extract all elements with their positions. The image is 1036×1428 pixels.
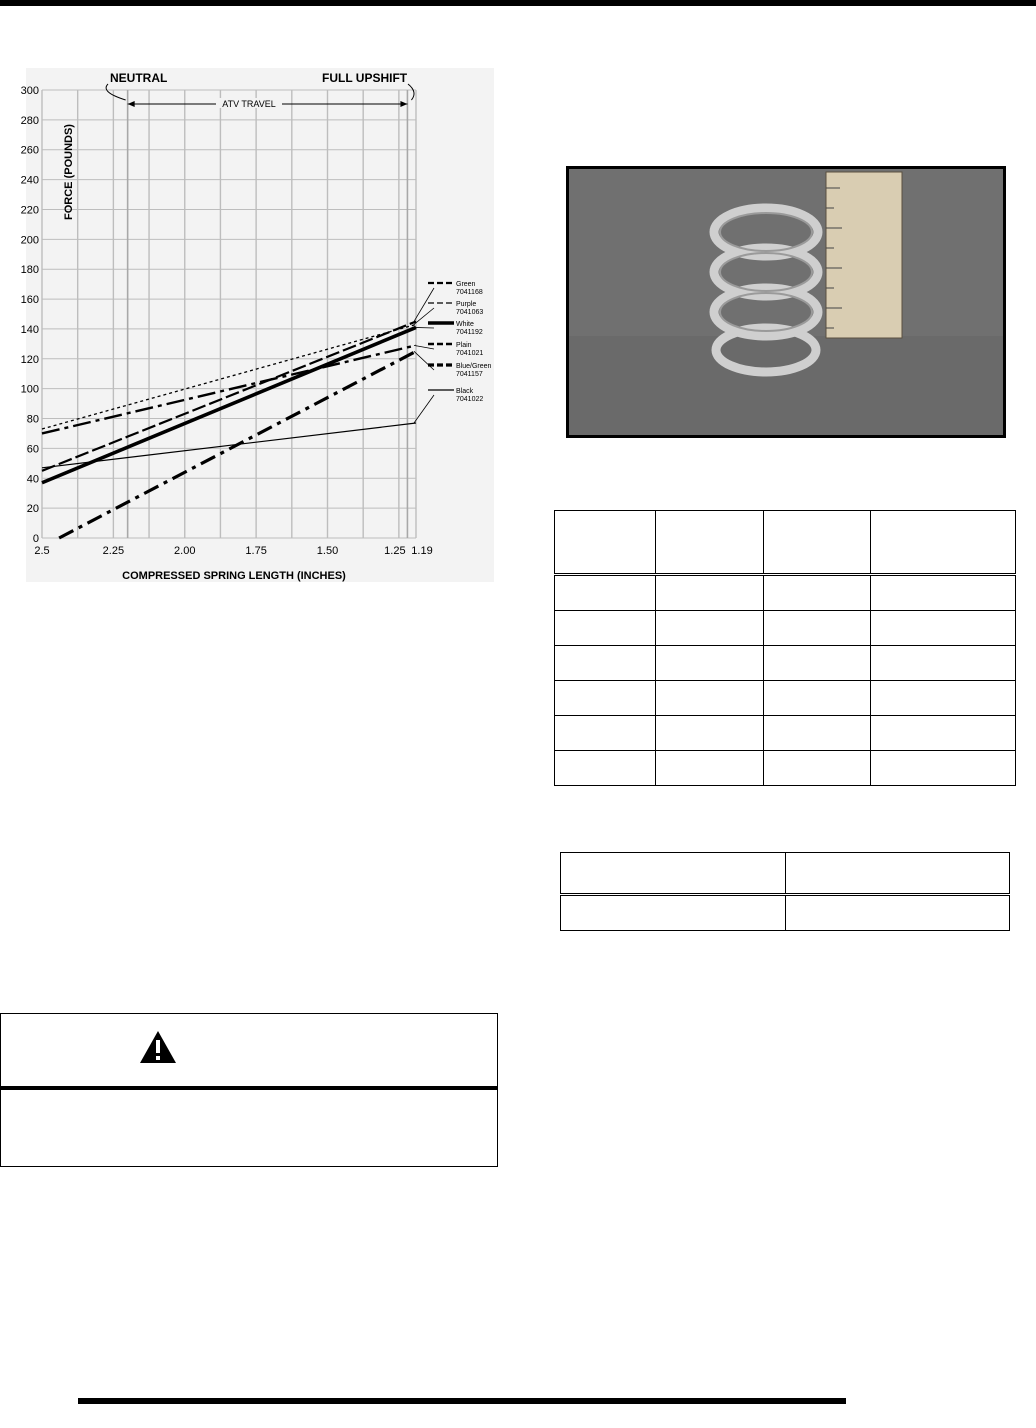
table-cell: [655, 716, 763, 751]
legend-part-number: 7041021: [456, 350, 484, 357]
table-cell: [555, 751, 656, 786]
legend-leader: [414, 327, 434, 328]
photo-floor: [568, 336, 1004, 436]
table-header-row: [561, 853, 1010, 895]
table-cell: [763, 751, 871, 786]
table-row: [555, 751, 1016, 786]
table-row: [555, 681, 1016, 716]
warning-box: [0, 1013, 498, 1167]
y-tick-label: 20: [26, 503, 39, 516]
table-cell: [871, 681, 1016, 716]
header-cell: [555, 511, 656, 575]
x-tick-label: 2.00: [174, 545, 196, 557]
table-cell: [871, 611, 1016, 646]
table-cell: [655, 681, 763, 716]
table-cell: [555, 646, 656, 681]
legend-part-number: 7041063: [456, 309, 484, 316]
neutral-label: NEUTRAL: [110, 71, 168, 85]
table-row: [555, 716, 1016, 751]
table-cell: [555, 716, 656, 751]
y-tick-label: 120: [20, 353, 39, 366]
header-cell: [561, 853, 786, 895]
table-cell: [785, 895, 1010, 931]
legend-part-number: 7041168: [456, 289, 483, 296]
x-axis-label: COMPRESSED SPRING LENGTH (INCHES): [122, 570, 346, 582]
legend-name: Blue/Green: [456, 363, 492, 370]
table-cell: [871, 646, 1016, 681]
table-cell: [763, 681, 871, 716]
y-tick-label: 60: [26, 443, 39, 456]
y-tick-label: 140: [20, 323, 39, 336]
table-row: [555, 575, 1016, 611]
bottom-rule: [78, 1398, 846, 1404]
spring-spec-table: [554, 510, 1016, 786]
x-tick-label: 1.25: [384, 545, 406, 557]
legend-part-number: 7041022: [456, 396, 484, 403]
small-spec-table: [560, 852, 1010, 931]
table-cell: [555, 611, 656, 646]
table-row: [555, 646, 1016, 681]
legend-name: Green: [456, 281, 476, 288]
y-tick-label: 180: [20, 264, 39, 277]
y-tick-label: 220: [20, 204, 39, 217]
spring-illustration: [568, 168, 1004, 436]
x-tick-label: 2.5: [34, 545, 50, 557]
table-row: [561, 895, 1010, 931]
y-axis-label: FORCE (POUNDS): [63, 124, 75, 220]
x-tick-label: 1.75: [245, 545, 267, 557]
y-tick-label: 160: [20, 294, 39, 307]
table-cell: [555, 681, 656, 716]
y-tick-label: 200: [20, 234, 39, 247]
y-tick-label: 280: [20, 114, 39, 127]
legend-name: Purple: [456, 301, 477, 308]
warning-header: [1, 1014, 497, 1090]
header-cell: [763, 511, 871, 575]
x-tick-label: 2.25: [102, 545, 125, 557]
atv-travel-label: ATV TRAVEL: [222, 99, 276, 109]
legend-part-number: 7041192: [456, 329, 483, 336]
table-cell: [763, 716, 871, 751]
table-cell: [871, 751, 1016, 786]
spring-force-chart: [16, 62, 502, 592]
y-tick-label: 240: [20, 174, 39, 187]
full-upshift-label: FULL UPSHIFT: [322, 71, 408, 85]
y-tick-label: 40: [26, 473, 39, 486]
table-cell: [763, 575, 871, 611]
table-cell: [763, 611, 871, 646]
y-tick-label: 100: [20, 383, 39, 396]
x-tick-label: 1.19: [411, 545, 433, 557]
table-cell: [555, 575, 656, 611]
header-cell: [785, 853, 1010, 895]
table-cell: [655, 575, 763, 611]
table-cell: [871, 575, 1016, 611]
legend-name: White: [456, 321, 474, 328]
legend-name: Plain: [456, 342, 472, 349]
table-cell: [763, 646, 871, 681]
table-cell: [871, 716, 1016, 751]
table-row: [555, 611, 1016, 646]
header-cell: [655, 511, 763, 575]
y-tick-label: 260: [20, 144, 39, 157]
header-cell: [871, 511, 1016, 575]
y-tick-label: 0: [32, 533, 39, 545]
legend-name: Black: [456, 388, 474, 395]
legend-part-number: 7041157: [456, 371, 483, 378]
table-cell: [655, 646, 763, 681]
table-header-row: [555, 511, 1016, 575]
chart-svg: [16, 62, 502, 592]
x-tick-label: 1.50: [316, 545, 339, 557]
table-cell: [655, 751, 763, 786]
chart-background: [26, 68, 494, 582]
table-cell: [561, 895, 786, 931]
table-cell: [655, 611, 763, 646]
warning-triangle-icon: [139, 1030, 177, 1064]
ruler: [826, 172, 902, 338]
y-tick-label: 300: [20, 85, 39, 97]
top-rule: [0, 0, 1036, 6]
y-tick-label: 80: [26, 413, 39, 426]
spring-photo: [566, 166, 1006, 438]
